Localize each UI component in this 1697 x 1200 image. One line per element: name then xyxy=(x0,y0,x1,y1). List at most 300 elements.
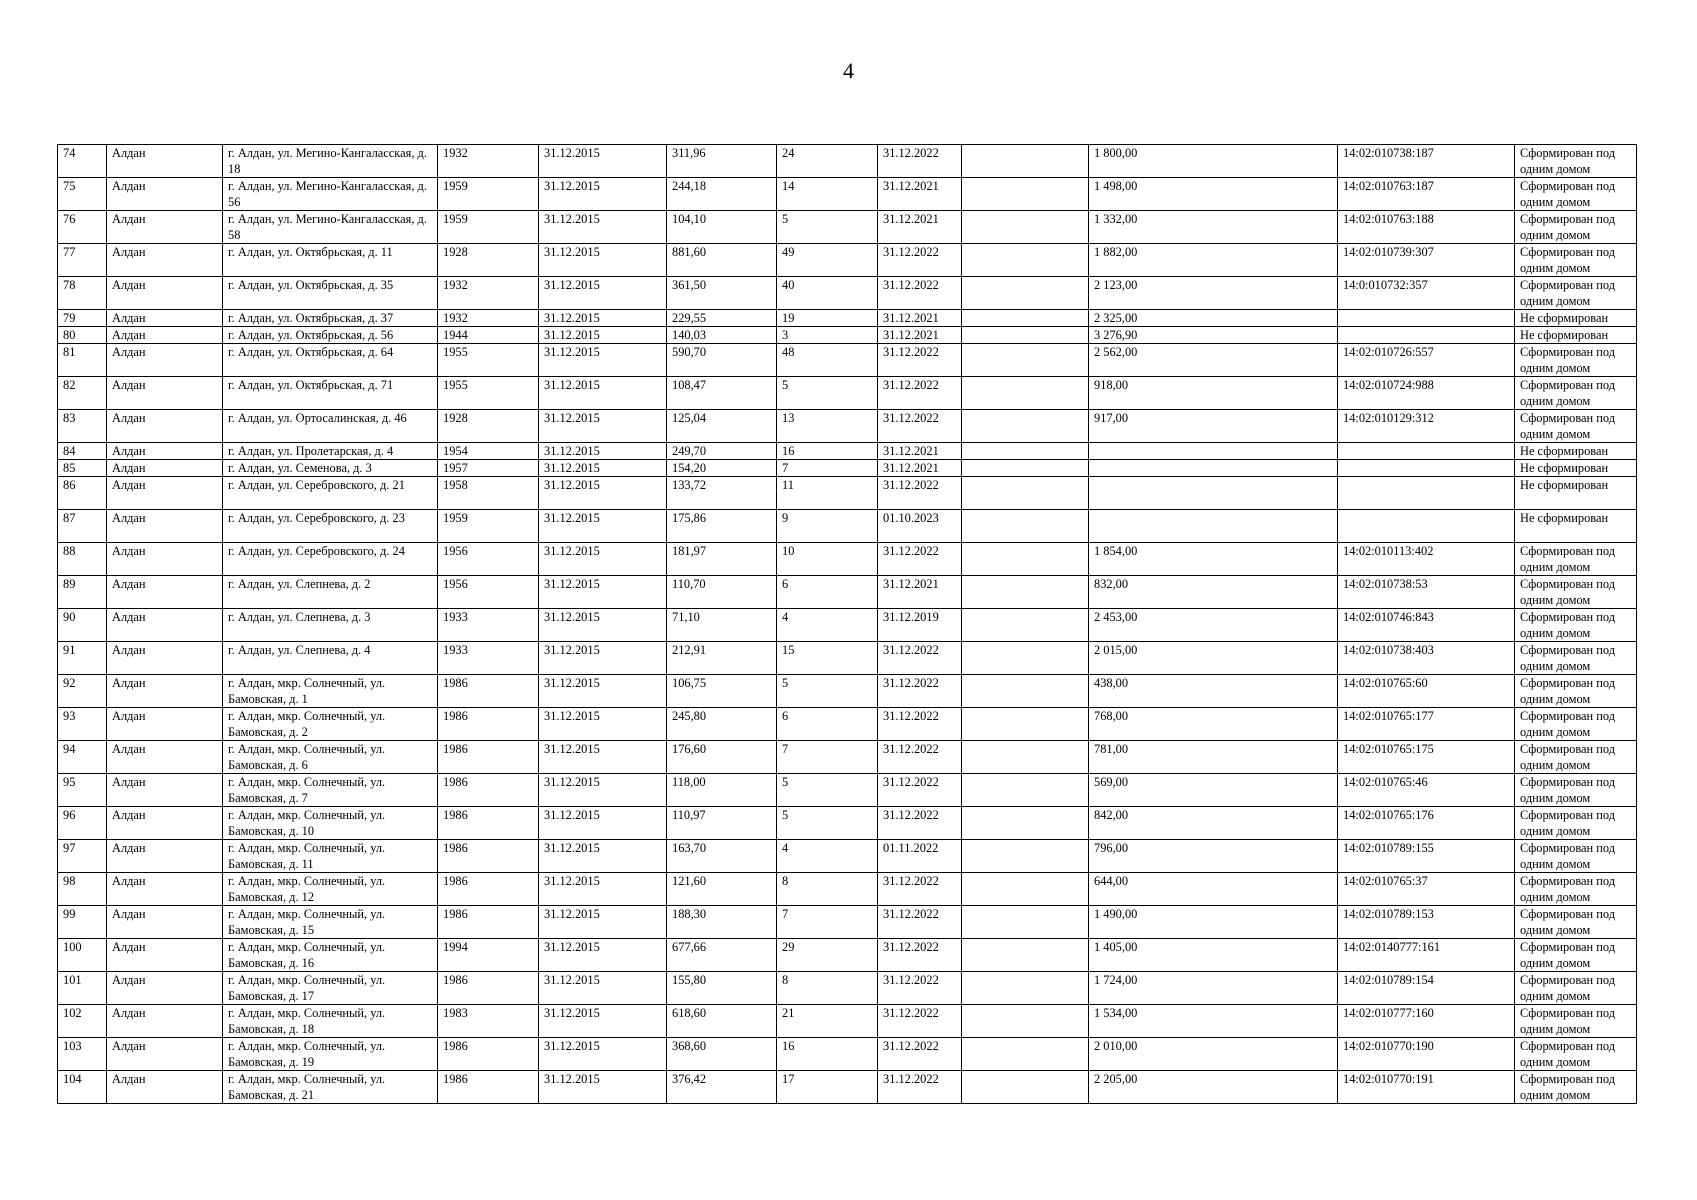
status-cell: Сформирован под одним домом xyxy=(1515,1005,1637,1038)
status-cell: Сформирован под одним домом xyxy=(1515,807,1637,840)
year-built-cell: 1933 xyxy=(438,642,539,675)
cadastral-number-cell xyxy=(1338,310,1515,327)
area-cell: 154,20 xyxy=(667,460,777,477)
empty-cell xyxy=(962,277,1089,310)
table-row xyxy=(58,906,1637,939)
row-number-cell: 78 xyxy=(58,277,107,310)
address-cell: г. Алдан, мкр. Солнечный, ул. Бамовская, д. 11 xyxy=(223,840,438,873)
land-area-cell: 832,00 xyxy=(1089,576,1338,609)
date-cell: 31.12.2015 xyxy=(539,145,667,178)
count-cell: 5 xyxy=(777,377,878,410)
row-number-cell: 77 xyxy=(58,244,107,277)
year-built-cell: 1986 xyxy=(438,906,539,939)
address-cell: г. Алдан, ул. Серебровского, д. 23 xyxy=(223,510,438,543)
status-cell: Сформирован под одним домом xyxy=(1515,972,1637,1005)
year-built-cell: 1944 xyxy=(438,327,539,344)
table-row xyxy=(58,145,1637,178)
land-area-cell xyxy=(1089,477,1338,510)
empty-cell xyxy=(962,807,1089,840)
date-cell: 31.12.2015 xyxy=(539,460,667,477)
land-area-cell: 1 490,00 xyxy=(1089,906,1338,939)
date-cell: 31.12.2015 xyxy=(539,873,667,906)
status-cell: Сформирован под одним домом xyxy=(1515,410,1637,443)
address-cell: г. Алдан, ул. Ортосалинская, д. 46 xyxy=(223,410,438,443)
land-area-cell: 768,00 xyxy=(1089,708,1338,741)
status-cell: Сформирован под одним домом xyxy=(1515,642,1637,675)
city-cell: Алдан xyxy=(107,807,223,840)
year-built-cell: 1954 xyxy=(438,443,539,460)
table-row xyxy=(58,807,1637,840)
status-cell: Не сформирован xyxy=(1515,443,1637,460)
area-cell: 212,91 xyxy=(667,642,777,675)
area-cell: 106,75 xyxy=(667,675,777,708)
empty-cell xyxy=(962,675,1089,708)
area-cell: 118,00 xyxy=(667,774,777,807)
land-area-cell: 1 405,00 xyxy=(1089,939,1338,972)
address-cell: г. Алдан, мкр. Солнечный, ул. Бамовская, д. 17 xyxy=(223,972,438,1005)
address-cell: г. Алдан, ул. Серебровского, д. 21 xyxy=(223,477,438,510)
row-number-cell: 79 xyxy=(58,310,107,327)
year-built-cell: 1956 xyxy=(438,576,539,609)
area-cell: 140,03 xyxy=(667,327,777,344)
count-cell: 8 xyxy=(777,873,878,906)
address-cell: г. Алдан, мкр. Солнечный, ул. Бамовская, д. 16 xyxy=(223,939,438,972)
area-cell: 677,66 xyxy=(667,939,777,972)
row-number-cell: 93 xyxy=(58,708,107,741)
city-cell: Алдан xyxy=(107,675,223,708)
table-row xyxy=(58,675,1637,708)
housing-register-table xyxy=(57,144,1636,1104)
empty-cell xyxy=(962,327,1089,344)
area-cell: 368,60 xyxy=(667,1038,777,1071)
address-cell: г. Алдан, мкр. Солнечный, ул. Бамовская, д. 6 xyxy=(223,741,438,774)
cadastral-number-cell: 14:02:010789:155 xyxy=(1338,840,1515,873)
address-cell: г. Алдан, ул. Мегино-Кангаласская, д. 56 xyxy=(223,178,438,211)
date-cell: 31.12.2015 xyxy=(539,1038,667,1071)
land-area-cell: 918,00 xyxy=(1089,377,1338,410)
cadastral-number-cell: 14:0:010732:357 xyxy=(1338,277,1515,310)
address-cell: г. Алдан, мкр. Солнечный, ул. Бамовская, д. 1 xyxy=(223,675,438,708)
city-cell: Алдан xyxy=(107,939,223,972)
deadline-date-cell: 31.12.2021 xyxy=(878,443,962,460)
deadline-date-cell: 31.12.2022 xyxy=(878,1071,962,1104)
status-cell: Сформирован под одним домом xyxy=(1515,576,1637,609)
row-number-cell: 103 xyxy=(58,1038,107,1071)
date-cell: 31.12.2015 xyxy=(539,972,667,1005)
empty-cell xyxy=(962,774,1089,807)
land-area-cell: 1 332,00 xyxy=(1089,211,1338,244)
address-cell: г. Алдан, ул. Октябрьская, д. 64 xyxy=(223,344,438,377)
deadline-date-cell: 31.12.2022 xyxy=(878,344,962,377)
empty-cell xyxy=(962,576,1089,609)
land-area-cell: 2 562,00 xyxy=(1089,344,1338,377)
city-cell: Алдан xyxy=(107,576,223,609)
status-cell: Не сформирован xyxy=(1515,327,1637,344)
city-cell: Алдан xyxy=(107,244,223,277)
count-cell: 24 xyxy=(777,145,878,178)
table-row xyxy=(58,1038,1637,1071)
empty-cell xyxy=(962,510,1089,543)
deadline-date-cell: 31.12.2019 xyxy=(878,609,962,642)
table-row xyxy=(58,609,1637,642)
cadastral-number-cell: 14:02:010746:843 xyxy=(1338,609,1515,642)
status-cell: Сформирован под одним домом xyxy=(1515,344,1637,377)
empty-cell xyxy=(962,443,1089,460)
address-cell: г. Алдан, ул. Слепнева, д. 3 xyxy=(223,609,438,642)
count-cell: 4 xyxy=(777,840,878,873)
count-cell: 6 xyxy=(777,708,878,741)
city-cell: Алдан xyxy=(107,1005,223,1038)
table-row xyxy=(58,477,1637,510)
city-cell: Алдан xyxy=(107,1071,223,1104)
area-cell: 245,80 xyxy=(667,708,777,741)
land-area-cell: 796,00 xyxy=(1089,840,1338,873)
land-area-cell: 569,00 xyxy=(1089,774,1338,807)
table-row xyxy=(58,708,1637,741)
empty-cell xyxy=(962,1071,1089,1104)
deadline-date-cell: 31.12.2022 xyxy=(878,477,962,510)
status-cell: Сформирован под одним домом xyxy=(1515,939,1637,972)
row-number-cell: 102 xyxy=(58,1005,107,1038)
page-number: 4 xyxy=(843,58,854,83)
status-cell: Сформирован под одним домом xyxy=(1515,675,1637,708)
empty-cell xyxy=(962,244,1089,277)
empty-cell xyxy=(962,906,1089,939)
address-cell: г. Алдан, ул. Серебровского, д. 24 xyxy=(223,543,438,576)
year-built-cell: 1994 xyxy=(438,939,539,972)
cadastral-number-cell xyxy=(1338,477,1515,510)
year-built-cell: 1955 xyxy=(438,377,539,410)
date-cell: 31.12.2015 xyxy=(539,377,667,410)
city-cell: Алдан xyxy=(107,840,223,873)
area-cell: 249,70 xyxy=(667,443,777,460)
table-row xyxy=(58,741,1637,774)
table-row xyxy=(58,939,1637,972)
land-area-cell: 1 854,00 xyxy=(1089,543,1338,576)
date-cell: 31.12.2015 xyxy=(539,840,667,873)
empty-cell xyxy=(962,310,1089,327)
row-number-cell: 88 xyxy=(58,543,107,576)
cadastral-number-cell: 14:02:010765:37 xyxy=(1338,873,1515,906)
land-area-cell xyxy=(1089,510,1338,543)
count-cell: 16 xyxy=(777,1038,878,1071)
address-cell: г. Алдан, мкр. Солнечный, ул. Бамовская, д. 15 xyxy=(223,906,438,939)
table-row xyxy=(58,576,1637,609)
count-cell: 9 xyxy=(777,510,878,543)
area-cell: 181,97 xyxy=(667,543,777,576)
row-number-cell: 90 xyxy=(58,609,107,642)
status-cell: Сформирован под одним домом xyxy=(1515,244,1637,277)
city-cell: Алдан xyxy=(107,460,223,477)
count-cell: 4 xyxy=(777,609,878,642)
year-built-cell: 1986 xyxy=(438,972,539,1005)
table-row xyxy=(58,310,1637,327)
area-cell: 71,10 xyxy=(667,609,777,642)
area-cell: 376,42 xyxy=(667,1071,777,1104)
cadastral-number-cell: 14:02:010763:187 xyxy=(1338,178,1515,211)
empty-cell xyxy=(962,840,1089,873)
year-built-cell: 1986 xyxy=(438,708,539,741)
empty-cell xyxy=(962,642,1089,675)
count-cell: 21 xyxy=(777,1005,878,1038)
area-cell: 125,04 xyxy=(667,410,777,443)
row-number-cell: 98 xyxy=(58,873,107,906)
cadastral-number-cell xyxy=(1338,443,1515,460)
land-area-cell: 1 882,00 xyxy=(1089,244,1338,277)
empty-cell xyxy=(962,178,1089,211)
count-cell: 5 xyxy=(777,675,878,708)
count-cell: 48 xyxy=(777,344,878,377)
row-number-cell: 82 xyxy=(58,377,107,410)
year-built-cell: 1959 xyxy=(438,178,539,211)
empty-cell xyxy=(962,939,1089,972)
area-cell: 176,60 xyxy=(667,741,777,774)
date-cell: 31.12.2015 xyxy=(539,443,667,460)
city-cell: Алдан xyxy=(107,543,223,576)
area-cell: 163,70 xyxy=(667,840,777,873)
status-cell: Не сформирован xyxy=(1515,477,1637,510)
year-built-cell: 1957 xyxy=(438,460,539,477)
count-cell: 17 xyxy=(777,1071,878,1104)
table-row xyxy=(58,327,1637,344)
land-area-cell xyxy=(1089,460,1338,477)
city-cell: Алдан xyxy=(107,344,223,377)
status-cell: Не сформирован xyxy=(1515,310,1637,327)
date-cell: 31.12.2015 xyxy=(539,178,667,211)
status-cell: Сформирован под одним домом xyxy=(1515,609,1637,642)
count-cell: 19 xyxy=(777,310,878,327)
row-number-cell: 100 xyxy=(58,939,107,972)
cadastral-number-cell: 14:02:010129:312 xyxy=(1338,410,1515,443)
row-number-cell: 85 xyxy=(58,460,107,477)
land-area-cell: 2 205,00 xyxy=(1089,1071,1338,1104)
table-row xyxy=(58,344,1637,377)
cadastral-number-cell: 14:02:010765:176 xyxy=(1338,807,1515,840)
year-built-cell: 1986 xyxy=(438,741,539,774)
deadline-date-cell: 31.12.2022 xyxy=(878,807,962,840)
city-cell: Алдан xyxy=(107,178,223,211)
table-row xyxy=(58,277,1637,310)
count-cell: 5 xyxy=(777,211,878,244)
land-area-cell: 842,00 xyxy=(1089,807,1338,840)
deadline-date-cell: 31.12.2021 xyxy=(878,310,962,327)
cadastral-number-cell xyxy=(1338,327,1515,344)
deadline-date-cell: 01.10.2023 xyxy=(878,510,962,543)
address-cell: г. Алдан, ул. Слепнева, д. 4 xyxy=(223,642,438,675)
table-row xyxy=(58,1071,1637,1104)
row-number-cell: 99 xyxy=(58,906,107,939)
cadastral-number-cell: 14:02:010738:187 xyxy=(1338,145,1515,178)
row-number-cell: 96 xyxy=(58,807,107,840)
city-cell: Алдан xyxy=(107,410,223,443)
count-cell: 7 xyxy=(777,741,878,774)
row-number-cell: 92 xyxy=(58,675,107,708)
year-built-cell: 1932 xyxy=(438,145,539,178)
land-area-cell: 781,00 xyxy=(1089,741,1338,774)
empty-cell xyxy=(962,609,1089,642)
area-cell: 104,10 xyxy=(667,211,777,244)
deadline-date-cell: 01.11.2022 xyxy=(878,840,962,873)
row-number-cell: 101 xyxy=(58,972,107,1005)
area-cell: 175,86 xyxy=(667,510,777,543)
deadline-date-cell: 31.12.2022 xyxy=(878,1038,962,1071)
row-number-cell: 87 xyxy=(58,510,107,543)
status-cell: Не сформирован xyxy=(1515,460,1637,477)
address-cell: г. Алдан, ул. Октябрьская, д. 11 xyxy=(223,244,438,277)
address-cell: г. Алдан, ул. Слепнева, д. 2 xyxy=(223,576,438,609)
area-cell: 361,50 xyxy=(667,277,777,310)
empty-cell xyxy=(962,1038,1089,1071)
date-cell: 31.12.2015 xyxy=(539,477,667,510)
status-cell: Сформирован под одним домом xyxy=(1515,178,1637,211)
cadastral-number-cell xyxy=(1338,460,1515,477)
address-cell: г. Алдан, ул. Октябрьская, д. 35 xyxy=(223,277,438,310)
land-area-cell: 1 800,00 xyxy=(1089,145,1338,178)
land-area-cell: 3 276,90 xyxy=(1089,327,1338,344)
cadastral-number-cell: 14:02:010765:177 xyxy=(1338,708,1515,741)
table-row xyxy=(58,410,1637,443)
table-row xyxy=(58,244,1637,277)
land-area-cell: 1 498,00 xyxy=(1089,178,1338,211)
cadastral-number-cell: 14:02:010113:402 xyxy=(1338,543,1515,576)
cadastral-number-cell: 14:02:010765:175 xyxy=(1338,741,1515,774)
deadline-date-cell: 31.12.2021 xyxy=(878,460,962,477)
count-cell: 7 xyxy=(777,460,878,477)
empty-cell xyxy=(962,1005,1089,1038)
year-built-cell: 1986 xyxy=(438,675,539,708)
city-cell: Алдан xyxy=(107,642,223,675)
date-cell: 31.12.2015 xyxy=(539,244,667,277)
land-area-cell: 644,00 xyxy=(1089,873,1338,906)
date-cell: 31.12.2015 xyxy=(539,344,667,377)
row-number-cell: 83 xyxy=(58,410,107,443)
address-cell: г. Алдан, мкр. Солнечный, ул. Бамовская, д. 19 xyxy=(223,1038,438,1071)
deadline-date-cell: 31.12.2022 xyxy=(878,708,962,741)
area-cell: 590,70 xyxy=(667,344,777,377)
table-row xyxy=(58,774,1637,807)
register-table xyxy=(57,144,1637,1104)
address-cell: г. Алдан, ул. Мегино-Кангаласская, д. 18 xyxy=(223,145,438,178)
deadline-date-cell: 31.12.2022 xyxy=(878,741,962,774)
cadastral-number-cell xyxy=(1338,510,1515,543)
table-row xyxy=(58,211,1637,244)
land-area-cell: 2 015,00 xyxy=(1089,642,1338,675)
row-number-cell: 94 xyxy=(58,741,107,774)
empty-cell xyxy=(962,410,1089,443)
cadastral-number-cell: 14:02:010765:60 xyxy=(1338,675,1515,708)
city-cell: Алдан xyxy=(107,510,223,543)
year-built-cell: 1959 xyxy=(438,510,539,543)
address-cell: г. Алдан, мкр. Солнечный, ул. Бамовская, д. 7 xyxy=(223,774,438,807)
year-built-cell: 1986 xyxy=(438,840,539,873)
table-row xyxy=(58,377,1637,410)
table-row xyxy=(58,1005,1637,1038)
row-number-cell: 97 xyxy=(58,840,107,873)
address-cell: г. Алдан, мкр. Солнечный, ул. Бамовская, д. 12 xyxy=(223,873,438,906)
table-row xyxy=(58,840,1637,873)
deadline-date-cell: 31.12.2021 xyxy=(878,178,962,211)
empty-cell xyxy=(962,543,1089,576)
land-area-cell: 2 123,00 xyxy=(1089,277,1338,310)
area-cell: 133,72 xyxy=(667,477,777,510)
row-number-cell: 80 xyxy=(58,327,107,344)
status-cell: Сформирован под одним домом xyxy=(1515,906,1637,939)
deadline-date-cell: 31.12.2021 xyxy=(878,327,962,344)
area-cell: 618,60 xyxy=(667,1005,777,1038)
date-cell: 31.12.2015 xyxy=(539,807,667,840)
date-cell: 31.12.2015 xyxy=(539,675,667,708)
area-cell: 108,47 xyxy=(667,377,777,410)
count-cell: 13 xyxy=(777,410,878,443)
cadastral-number-cell: 14:02:010763:188 xyxy=(1338,211,1515,244)
cadastral-number-cell: 14:02:010738:403 xyxy=(1338,642,1515,675)
land-area-cell xyxy=(1089,443,1338,460)
year-built-cell: 1932 xyxy=(438,310,539,327)
deadline-date-cell: 31.12.2022 xyxy=(878,277,962,310)
area-cell: 121,60 xyxy=(667,873,777,906)
row-number-cell: 95 xyxy=(58,774,107,807)
city-cell: Алдан xyxy=(107,1038,223,1071)
date-cell: 31.12.2015 xyxy=(539,741,667,774)
table-body xyxy=(58,145,1637,1104)
status-cell: Сформирован под одним домом xyxy=(1515,145,1637,178)
date-cell: 31.12.2015 xyxy=(539,510,667,543)
year-built-cell: 1959 xyxy=(438,211,539,244)
year-built-cell: 1983 xyxy=(438,1005,539,1038)
deadline-date-cell: 31.12.2022 xyxy=(878,410,962,443)
cadastral-number-cell: 14:02:010739:307 xyxy=(1338,244,1515,277)
table-row xyxy=(58,642,1637,675)
status-cell: Сформирован под одним домом xyxy=(1515,277,1637,310)
address-cell: г. Алдан, ул. Октябрьская, д. 37 xyxy=(223,310,438,327)
area-cell: 311,96 xyxy=(667,145,777,178)
date-cell: 31.12.2015 xyxy=(539,327,667,344)
count-cell: 5 xyxy=(777,774,878,807)
city-cell: Алдан xyxy=(107,906,223,939)
table-row xyxy=(58,178,1637,211)
area-cell: 155,80 xyxy=(667,972,777,1005)
address-cell: г. Алдан, мкр. Солнечный, ул. Бамовская, д. 21 xyxy=(223,1071,438,1104)
count-cell: 16 xyxy=(777,443,878,460)
count-cell: 7 xyxy=(777,906,878,939)
cadastral-number-cell: 14:02:010726:557 xyxy=(1338,344,1515,377)
deadline-date-cell: 31.12.2022 xyxy=(878,906,962,939)
cadastral-number-cell: 14:02:010789:153 xyxy=(1338,906,1515,939)
status-cell: Сформирован под одним домом xyxy=(1515,840,1637,873)
deadline-date-cell: 31.12.2022 xyxy=(878,244,962,277)
city-cell: Алдан xyxy=(107,277,223,310)
table-row xyxy=(58,972,1637,1005)
deadline-date-cell: 31.12.2022 xyxy=(878,675,962,708)
deadline-date-cell: 31.12.2022 xyxy=(878,1005,962,1038)
city-cell: Алдан xyxy=(107,708,223,741)
row-number-cell: 81 xyxy=(58,344,107,377)
table-row xyxy=(58,460,1637,477)
land-area-cell: 2 010,00 xyxy=(1089,1038,1338,1071)
status-cell: Сформирован под одним домом xyxy=(1515,377,1637,410)
count-cell: 5 xyxy=(777,807,878,840)
area-cell: 110,70 xyxy=(667,576,777,609)
count-cell: 3 xyxy=(777,327,878,344)
cadastral-number-cell: 14:02:010765:46 xyxy=(1338,774,1515,807)
year-built-cell: 1986 xyxy=(438,1038,539,1071)
row-number-cell: 86 xyxy=(58,477,107,510)
city-cell: Алдан xyxy=(107,211,223,244)
empty-cell xyxy=(962,377,1089,410)
status-cell: Сформирован под одним домом xyxy=(1515,708,1637,741)
empty-cell xyxy=(962,708,1089,741)
year-built-cell: 1928 xyxy=(438,244,539,277)
